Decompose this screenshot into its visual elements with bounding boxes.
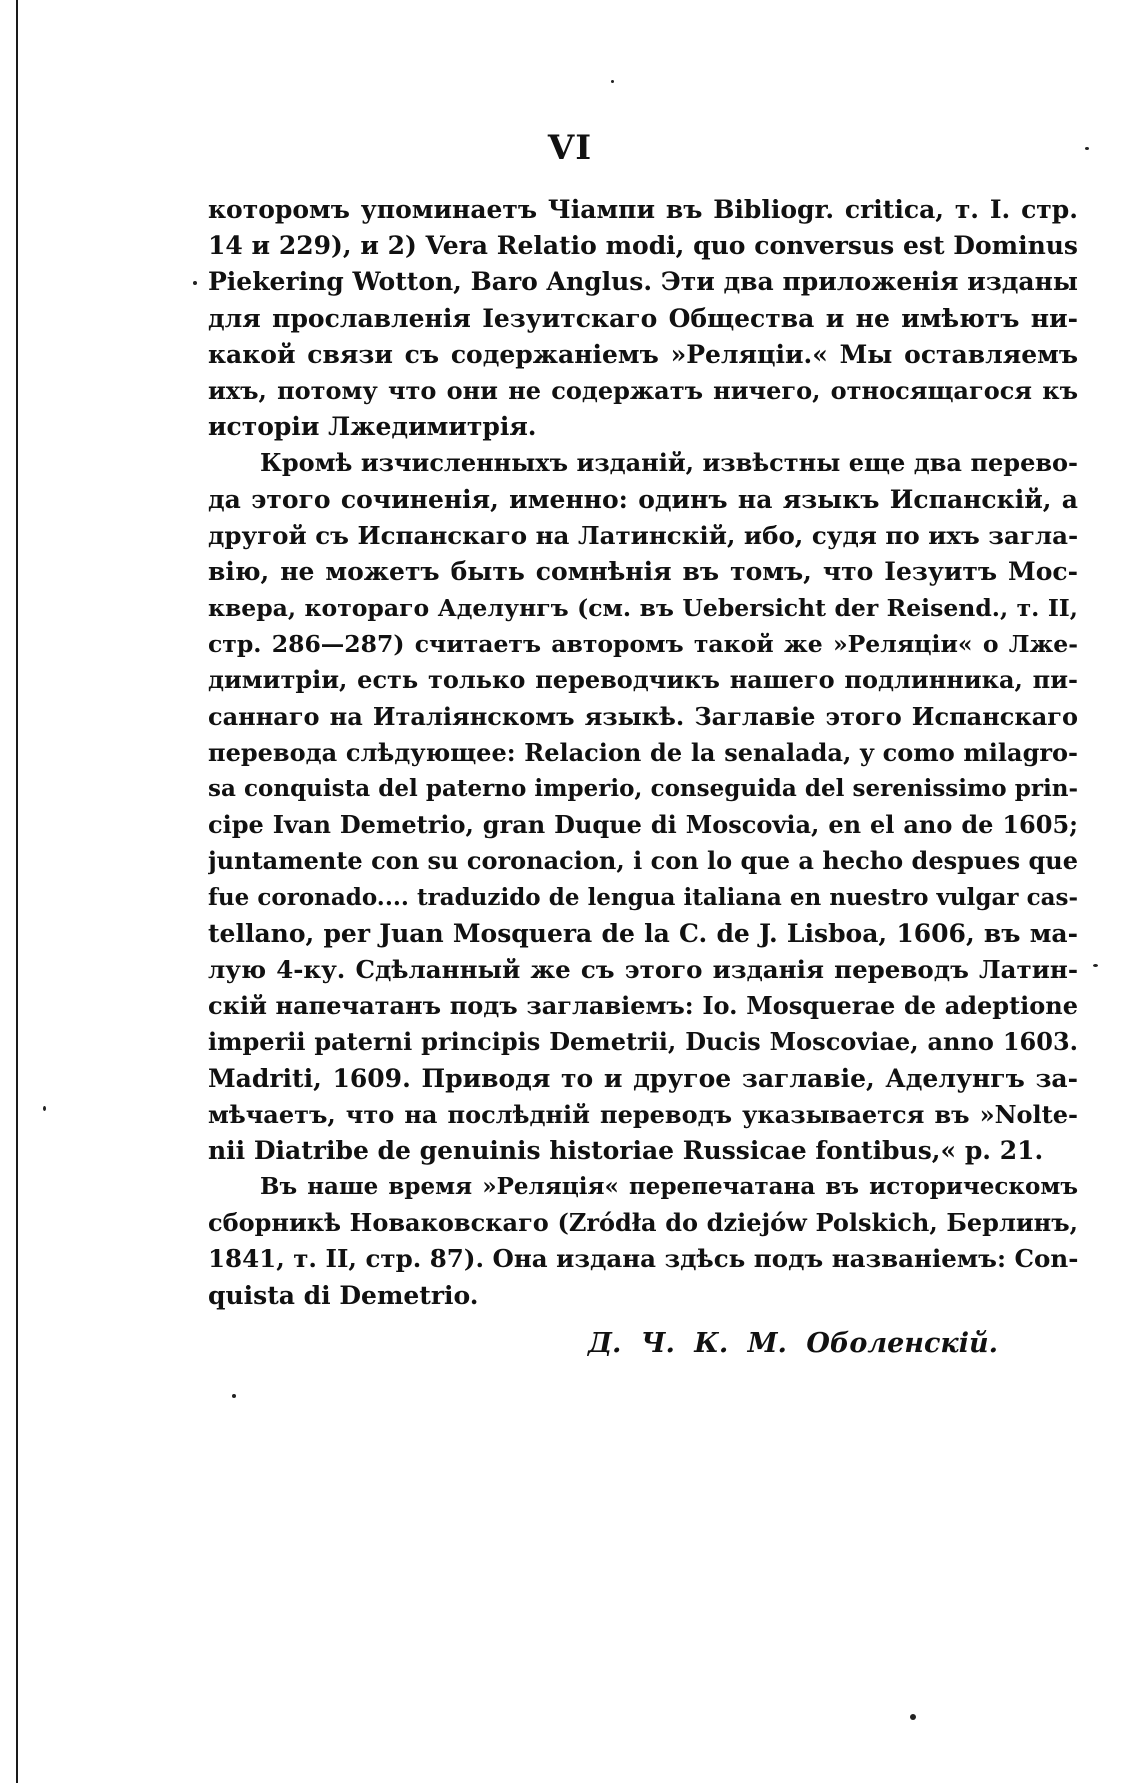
text-line: quista di Demetrio.: [208, 1280, 479, 1310]
text-line: квера, котораго Аделунгъ (см. въ Uebersicht der Reisend., т. II,: [208, 594, 1078, 623]
text-line: 14 и 229), и 2) Vera Relatio modi, quo conversus est Dominus: [208, 231, 1078, 261]
text-line: 1841, т. II, стр. 87). Она издана здѣсь подъ названіемъ: Con-: [208, 1244, 1078, 1274]
text-line: стр. 286—287) считаетъ авторомъ такой же »Реляціи« о Лже-: [208, 630, 1078, 659]
text-line: которомъ упоминаетъ Чіампи въ Bibliogr. critica, т. I. стр.: [208, 195, 1078, 224]
text-line: sa conquista del paterno imperio, conseguida del serenissimo prin-: [208, 775, 1078, 802]
text-line: ихъ, потому что они не содержатъ ничего, относящагося къ: [208, 375, 1078, 405]
text-line: мѣчаетъ, что на послѣдній переводъ указывается въ »Nolte-: [208, 1099, 1078, 1129]
scan-speck: [232, 1394, 236, 1398]
text-line: димитріи, есть только переводчикъ нашего подлинника, пи-: [208, 665, 1078, 695]
text-line: для прославленія Іезуитскаго Общества и не имѣютъ ни-: [208, 303, 1078, 333]
text-line: Кромѣ изчисленныхъ изданій, извѣстны еще два перево-: [260, 448, 1078, 478]
text-line: tellano, per Juan Mosquera de la C. de J. Lisboa, 1606, въ ма-: [208, 918, 1078, 948]
author-signature: Д. Ч. К. М. Оболенскій.: [588, 1328, 998, 1359]
page-edge-rule: [16, 0, 18, 1783]
scan-speck: [43, 1106, 46, 1111]
text-line: лую 4-ку. Сдѣланный же съ этого изданія переводъ Латин-: [208, 954, 1078, 984]
text-line: fue coronado.... traduzido de lengua italiana en nuestro vulgar cas-: [208, 883, 1078, 911]
text-line: сборникѣ Новаковскаго (Zródła do dziejów Polskich, Берлинъ,: [208, 1208, 1078, 1238]
text-line: да этого сочиненія, именно: одинъ на языкъ Испанскій, а: [208, 484, 1078, 514]
text-line: juntamente con su coronacion, i con lo que a hecho despues que: [208, 846, 1078, 876]
paragraph-1: [208, 192, 1078, 445]
paragraph-2: [208, 445, 1078, 1169]
page-number: VI: [547, 128, 593, 168]
text-line: Madriti, 1609. Приводя то и другое заглавіе, Аделунгъ за-: [208, 1063, 1078, 1093]
text-line: Въ наше время »Реляція« перепечатана въ историческомъ: [260, 1173, 1078, 1201]
text-line: cipe Ivan Demetrio, gran Duque di Moscovia, en el ano de 1605;: [208, 810, 1078, 840]
body-text: [208, 192, 1078, 1314]
text-line: nii Diatribe de genuinis historiae Russicae fontibus,« p. 21.: [208, 1135, 1044, 1165]
text-line: перевода слѣдующее: Relacion de la senalada, y como milagro-: [208, 737, 1078, 767]
text-line: вію, не можетъ быть сомнѣнія въ томъ, что Іезуитъ Мос-: [208, 556, 1078, 586]
scan-speck: [910, 1714, 916, 1720]
text-line: imperii paterni principis Demetrii, Ducis Moscoviae, anno 1603.: [208, 1027, 1078, 1057]
scan-speck: [611, 80, 614, 83]
scan-speck: [193, 281, 197, 285]
text-line: саннаго на Италіянскомъ языкѣ. Заглавіе этого Испанскаго: [208, 701, 1078, 731]
text-line: исторіи Лжедимитрія.: [208, 412, 537, 442]
scan-speck: [1085, 147, 1089, 150]
scan-speck: [1093, 964, 1098, 967]
paragraph-3: [208, 1169, 1078, 1314]
text-line: какой связи съ содержаніемъ »Реляціи.« Мы оставляемъ: [208, 339, 1078, 369]
text-line: другой съ Испанскаго на Латинскій, ибо, судя по ихъ загла-: [208, 520, 1078, 550]
text-line: Piekering Wotton, Baro Anglus. Эти два приложенія изданы: [208, 267, 1078, 297]
text-line: скій напечатанъ подъ заглавіемъ: Io. Mosquerae de adeptione: [208, 991, 1078, 1021]
